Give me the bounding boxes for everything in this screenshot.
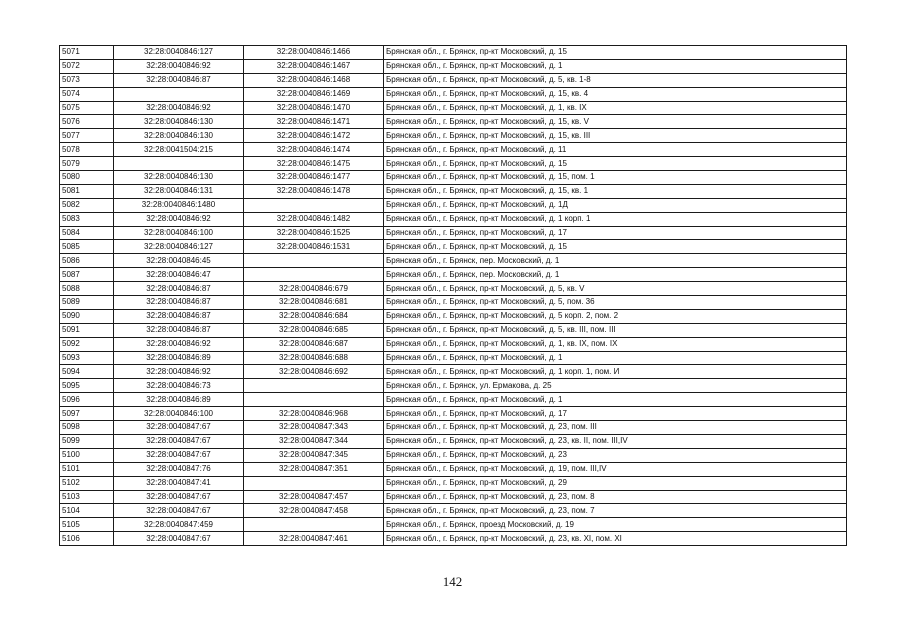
table-row <box>60 240 847 254</box>
address-cell: Брянская обл., г. Брянск, пр-кт Московский, д. 1, кв. IX, пом. IX <box>384 337 847 351</box>
parcel-cadastral-number-cell: 32:28:0040847:67 <box>114 490 244 504</box>
parcel-cadastral-number-cell: 32:28:0040847:41 <box>114 476 244 490</box>
parcel-cadastral-number-cell: 32:28:0040846:92 <box>114 365 244 379</box>
record-number-cell: 5082 <box>60 198 114 212</box>
record-number-cell: 5081 <box>60 184 114 198</box>
table-row <box>60 407 847 421</box>
record-number-cell: 5085 <box>60 240 114 254</box>
record-number-cell: 5074 <box>60 87 114 101</box>
record-number-cell: 5096 <box>60 393 114 407</box>
parcel-cadastral-number-cell: 32:28:0040846:73 <box>114 379 244 393</box>
object-cadastral-number-cell <box>244 518 384 532</box>
table-row <box>60 476 847 490</box>
object-cadastral-number-cell: 32:28:0040846:684 <box>244 309 384 323</box>
table-row <box>60 421 847 435</box>
object-cadastral-number-cell: 32:28:0040847:458 <box>244 504 384 518</box>
object-cadastral-number-cell <box>244 198 384 212</box>
object-cadastral-number-cell: 32:28:0040846:1475 <box>244 157 384 171</box>
object-cadastral-number-cell: 32:28:0040846:685 <box>244 323 384 337</box>
record-number-cell: 5100 <box>60 448 114 462</box>
address-cell: Брянская обл., г. Брянск, пр-кт Московский, д. 23 <box>384 448 847 462</box>
record-number-cell: 5104 <box>60 504 114 518</box>
parcel-cadastral-number-cell: 32:28:0040846:87 <box>114 282 244 296</box>
record-number-cell: 5090 <box>60 309 114 323</box>
address-cell: Брянская обл., г. Брянск, проезд Московский, д. 19 <box>384 518 847 532</box>
address-cell: Брянская обл., г. Брянск, пр-кт Московский, д. 23, пом. 7 <box>384 504 847 518</box>
address-cell: Брянская обл., г. Брянск, пр-кт Московский, д. 23, пом. 8 <box>384 490 847 504</box>
table-row <box>60 309 847 323</box>
parcel-cadastral-number-cell: 32:28:0040847:76 <box>114 462 244 476</box>
parcel-cadastral-number-cell: 32:28:0040846:92 <box>114 101 244 115</box>
table-body <box>60 46 847 546</box>
object-cadastral-number-cell: 32:28:0040846:968 <box>244 407 384 421</box>
table-row <box>60 171 847 185</box>
record-number-cell: 5106 <box>60 532 114 546</box>
parcel-cadastral-number-cell: 32:28:0040846:100 <box>114 226 244 240</box>
table-row <box>60 337 847 351</box>
object-cadastral-number-cell <box>244 379 384 393</box>
table-row <box>60 518 847 532</box>
address-cell: Брянская обл., г. Брянск, пр-кт Московский, д. 1Д <box>384 198 847 212</box>
table-row <box>60 226 847 240</box>
parcel-cadastral-number-cell <box>114 157 244 171</box>
object-cadastral-number-cell: 32:28:0040846:687 <box>244 337 384 351</box>
address-cell: Брянская обл., г. Брянск, пр-кт Московский, д. 5, пом. 36 <box>384 296 847 310</box>
parcel-cadastral-number-cell: 32:28:0040846:87 <box>114 73 244 87</box>
address-cell: Брянская обл., г. Брянск, пр-кт Московский, д. 1 корп. 1 <box>384 212 847 226</box>
address-cell: Брянская обл., г. Брянск, пр-кт Московский, д. 15 <box>384 240 847 254</box>
address-cell: Брянская обл., г. Брянск, пр-кт Московский, д. 1 <box>384 59 847 73</box>
address-cell: Брянская обл., г. Брянск, пр-кт Московский, д. 1 <box>384 351 847 365</box>
table-row <box>60 323 847 337</box>
record-number-cell: 5101 <box>60 462 114 476</box>
record-number-cell: 5098 <box>60 421 114 435</box>
table-row <box>60 351 847 365</box>
address-cell: Брянская обл., г. Брянск, пр-кт Московский, д. 15, кв. 1 <box>384 184 847 198</box>
address-cell: Брянская обл., г. Брянск, ул. Ермакова, д. 25 <box>384 379 847 393</box>
address-cell: Брянская обл., г. Брянск, пр-кт Московский, д. 1, кв. IX <box>384 101 847 115</box>
record-number-cell: 5083 <box>60 212 114 226</box>
table-row <box>60 184 847 198</box>
parcel-cadastral-number-cell: 32:28:0040846:127 <box>114 46 244 60</box>
object-cadastral-number-cell <box>244 393 384 407</box>
table-row <box>60 448 847 462</box>
table-row <box>60 157 847 171</box>
table-row <box>60 212 847 226</box>
record-number-cell: 5097 <box>60 407 114 421</box>
parcel-cadastral-number-cell: 32:28:0040846:92 <box>114 337 244 351</box>
address-cell: Брянская обл., г. Брянск, пер. Московский, д. 1 <box>384 268 847 282</box>
table-row <box>60 282 847 296</box>
object-cadastral-number-cell: 32:28:0040846:681 <box>244 296 384 310</box>
record-number-cell: 5088 <box>60 282 114 296</box>
parcel-cadastral-number-cell: 32:28:0040847:67 <box>114 434 244 448</box>
object-cadastral-number-cell: 32:28:0040846:679 <box>244 282 384 296</box>
object-cadastral-number-cell: 32:28:0040847:461 <box>244 532 384 546</box>
record-number-cell: 5099 <box>60 434 114 448</box>
record-number-cell: 5089 <box>60 296 114 310</box>
object-cadastral-number-cell: 32:28:0040846:1482 <box>244 212 384 226</box>
parcel-cadastral-number-cell: 32:28:0040847:67 <box>114 504 244 518</box>
parcel-cadastral-number-cell: 32:28:0040846:92 <box>114 212 244 226</box>
parcel-cadastral-number-cell: 32:28:0040846:130 <box>114 171 244 185</box>
object-cadastral-number-cell: 32:28:0040846:1468 <box>244 73 384 87</box>
parcel-cadastral-number-cell: 32:28:0040847:67 <box>114 448 244 462</box>
object-cadastral-number-cell: 32:28:0040846:1467 <box>244 59 384 73</box>
record-number-cell: 5094 <box>60 365 114 379</box>
parcel-cadastral-number-cell: 32:28:0040846:87 <box>114 309 244 323</box>
table-row <box>60 393 847 407</box>
record-number-cell: 5093 <box>60 351 114 365</box>
address-cell: Брянская обл., г. Брянск, пр-кт Московский, д. 5 корп. 2, пом. 2 <box>384 309 847 323</box>
parcel-cadastral-number-cell: 32:28:0040846:47 <box>114 268 244 282</box>
page-number: 142 <box>442 574 463 589</box>
table-row <box>60 532 847 546</box>
record-number-cell: 5075 <box>60 101 114 115</box>
object-cadastral-number-cell: 32:28:0040847:351 <box>244 462 384 476</box>
address-cell: Брянская обл., г. Брянск, пр-кт Московский, д. 15 <box>384 157 847 171</box>
table-row <box>60 379 847 393</box>
address-cell: Брянская обл., г. Брянск, пр-кт Московский, д. 15, кв. V <box>384 115 847 129</box>
record-number-cell: 5078 <box>60 143 114 157</box>
record-number-cell: 5103 <box>60 490 114 504</box>
record-number-cell: 5076 <box>60 115 114 129</box>
record-number-cell: 5071 <box>60 46 114 60</box>
record-number-cell: 5077 <box>60 129 114 143</box>
parcel-cadastral-number-cell: 32:28:0040846:131 <box>114 184 244 198</box>
parcel-cadastral-number-cell: 32:28:0040847:67 <box>114 421 244 435</box>
address-cell: Брянская обл., г. Брянск, пр-кт Московский, д. 5, кв. III, пом. III <box>384 323 847 337</box>
address-cell: Брянская обл., г. Брянск, пр-кт Московский, д. 1 <box>384 393 847 407</box>
object-cadastral-number-cell: 32:28:0040846:1469 <box>244 87 384 101</box>
object-cadastral-number-cell: 32:28:0040847:345 <box>244 448 384 462</box>
address-cell: Брянская обл., г. Брянск, пр-кт Московский, д. 23, кв. XI, пом. XI <box>384 532 847 546</box>
object-cadastral-number-cell: 32:28:0040846:1478 <box>244 184 384 198</box>
parcel-cadastral-number-cell: 32:28:0040846:127 <box>114 240 244 254</box>
object-cadastral-number-cell: 32:28:0040846:1466 <box>244 46 384 60</box>
object-cadastral-number-cell <box>244 254 384 268</box>
record-number-cell: 5084 <box>60 226 114 240</box>
parcel-cadastral-number-cell: 32:28:0040846:45 <box>114 254 244 268</box>
record-number-cell: 5105 <box>60 518 114 532</box>
address-cell: Брянская обл., г. Брянск, пр-кт Московский, д. 19, пом. III,IV <box>384 462 847 476</box>
object-cadastral-number-cell: 32:28:0040846:1471 <box>244 115 384 129</box>
address-cell: Брянская обл., г. Брянск, пр-кт Московский, д. 5, кв. V <box>384 282 847 296</box>
object-cadastral-number-cell: 32:28:0040846:1472 <box>244 129 384 143</box>
table-row <box>60 73 847 87</box>
parcel-cadastral-number-cell: 32:28:0040846:100 <box>114 407 244 421</box>
object-cadastral-number-cell: 32:28:0040847:457 <box>244 490 384 504</box>
parcel-cadastral-number-cell: 32:28:0040846:89 <box>114 393 244 407</box>
record-number-cell: 5092 <box>60 337 114 351</box>
address-cell: Брянская обл., г. Брянск, пр-кт Московский, д. 29 <box>384 476 847 490</box>
record-number-cell: 5102 <box>60 476 114 490</box>
table-row <box>60 268 847 282</box>
object-cadastral-number-cell: 32:28:0040846:692 <box>244 365 384 379</box>
address-cell: Брянская обл., г. Брянск, пр-кт Московский, д. 15, пом. 1 <box>384 171 847 185</box>
table-row <box>60 59 847 73</box>
parcel-cadastral-number-cell: 32:28:0040847:459 <box>114 518 244 532</box>
table-row <box>60 296 847 310</box>
object-cadastral-number-cell: 32:28:0040846:688 <box>244 351 384 365</box>
parcel-cadastral-number-cell: 32:28:0040846:87 <box>114 323 244 337</box>
record-number-cell: 5080 <box>60 171 114 185</box>
address-cell: Брянская обл., г. Брянск, пер. Московский, д. 1 <box>384 254 847 268</box>
table-row <box>60 198 847 212</box>
address-cell: Брянская обл., г. Брянск, пр-кт Московский, д. 1 корп. 1, пом. И <box>384 365 847 379</box>
record-number-cell: 5087 <box>60 268 114 282</box>
parcel-cadastral-number-cell: 32:28:0040846:130 <box>114 129 244 143</box>
parcel-cadastral-number-cell: 32:28:0040846:1480 <box>114 198 244 212</box>
record-number-cell: 5079 <box>60 157 114 171</box>
address-cell: Брянская обл., г. Брянск, пр-кт Московский, д. 15, кв. 4 <box>384 87 847 101</box>
address-cell: Брянская обл., г. Брянск, пр-кт Московский, д. 23, пом. III <box>384 421 847 435</box>
parcel-cadastral-number-cell: 32:28:0040846:130 <box>114 115 244 129</box>
address-cell: Брянская обл., г. Брянск, пр-кт Московский, д. 17 <box>384 407 847 421</box>
parcel-cadastral-number-cell: 32:28:0040846:89 <box>114 351 244 365</box>
parcel-cadastral-number-cell: 32:28:0040846:92 <box>114 59 244 73</box>
table-row <box>60 129 847 143</box>
table-row <box>60 87 847 101</box>
record-number-cell: 5073 <box>60 73 114 87</box>
table-row <box>60 434 847 448</box>
record-number-cell: 5095 <box>60 379 114 393</box>
address-cell: Брянская обл., г. Брянск, пр-кт Московский, д. 5, кв. 1-8 <box>384 73 847 87</box>
record-number-cell: 5091 <box>60 323 114 337</box>
record-number-cell: 5072 <box>60 59 114 73</box>
address-cell: Брянская обл., г. Брянск, пр-кт Московский, д. 23, кв. II, пом. III,IV <box>384 434 847 448</box>
object-cadastral-number-cell: 32:28:0040847:343 <box>244 421 384 435</box>
address-cell: Брянская обл., г. Брянск, пр-кт Московский, д. 15, кв. III <box>384 129 847 143</box>
table-row <box>60 490 847 504</box>
table-row <box>60 143 847 157</box>
object-cadastral-number-cell: 32:28:0040846:1470 <box>244 101 384 115</box>
table-row <box>60 101 847 115</box>
address-cell: Брянская обл., г. Брянск, пр-кт Московский, д. 11 <box>384 143 847 157</box>
object-cadastral-number-cell <box>244 268 384 282</box>
cadastral-registry-table <box>59 45 847 546</box>
object-cadastral-number-cell: 32:28:0040846:1474 <box>244 143 384 157</box>
table-row <box>60 365 847 379</box>
parcel-cadastral-number-cell: 32:28:0040847:67 <box>114 532 244 546</box>
object-cadastral-number-cell: 32:28:0040846:1525 <box>244 226 384 240</box>
table-row <box>60 115 847 129</box>
table-row <box>60 46 847 60</box>
table-row <box>60 254 847 268</box>
parcel-cadastral-number-cell: 32:28:0040846:87 <box>114 296 244 310</box>
table-row <box>60 504 847 518</box>
object-cadastral-number-cell: 32:28:0040847:344 <box>244 434 384 448</box>
address-cell: Брянская обл., г. Брянск, пр-кт Московский, д. 15 <box>384 46 847 60</box>
parcel-cadastral-number-cell <box>114 87 244 101</box>
object-cadastral-number-cell <box>244 476 384 490</box>
object-cadastral-number-cell: 32:28:0040846:1477 <box>244 171 384 185</box>
object-cadastral-number-cell: 32:28:0040846:1531 <box>244 240 384 254</box>
table-row <box>60 462 847 476</box>
address-cell: Брянская обл., г. Брянск, пр-кт Московский, д. 17 <box>384 226 847 240</box>
record-number-cell: 5086 <box>60 254 114 268</box>
parcel-cadastral-number-cell: 32:28:0041504:215 <box>114 143 244 157</box>
